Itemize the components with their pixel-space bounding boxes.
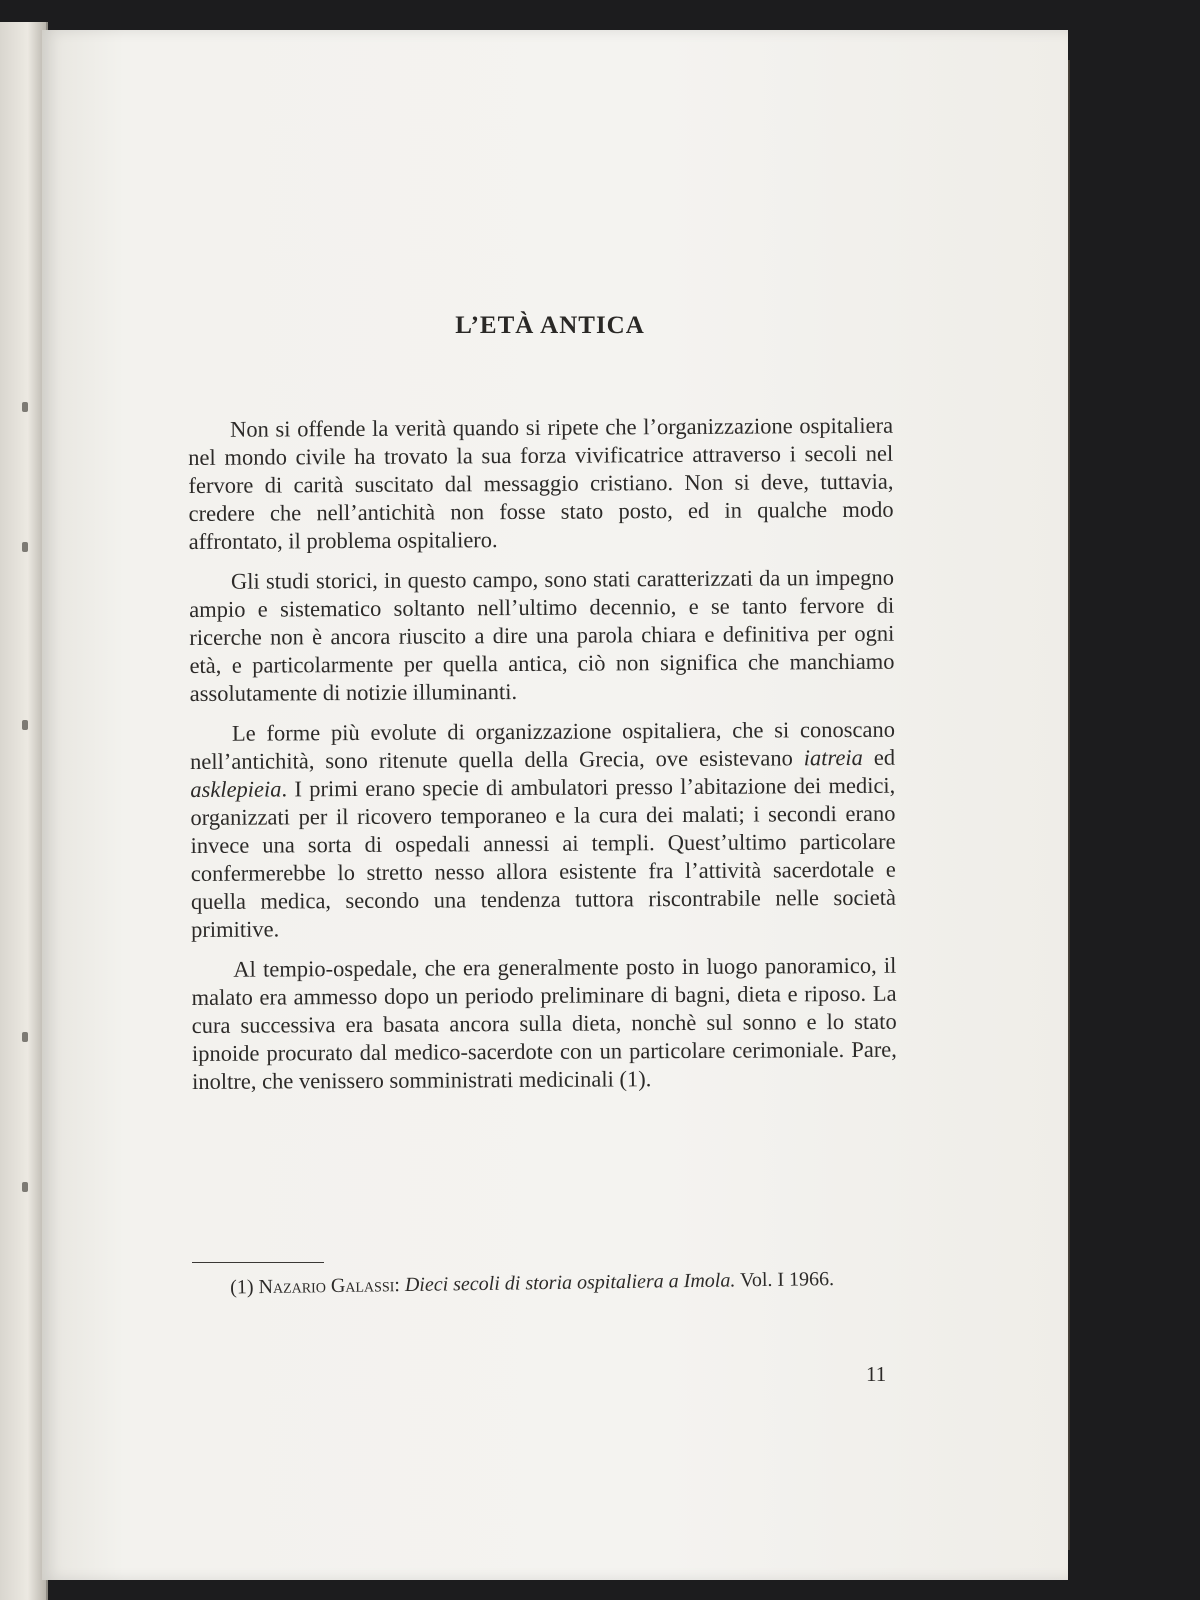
chapter-title: L’ETÀ ANTICA [455, 312, 645, 339]
footnote-divider [192, 1262, 324, 1263]
footnote-author: Nazario Galassi: [258, 1274, 401, 1299]
facing-page-edge [0, 22, 48, 1600]
binding-stitch [22, 1032, 28, 1042]
paragraph-1: Non si offende la verità quando si ripete che l’organizzazione ospitaliera nel mondo civile ha trovato la sua forza vivificatrice attraverso i secoli nel fervore di carità suscitato dal messaggio cristiano. Non si deve, tuttavia, credere che nell’antichità non fosse stato posto, ed in qualche modo affrontato, il problema ospitaliero. [188, 412, 894, 554]
paragraph-2: Gli studi storici, in questo campo, sono stati caratterizzati da un impegno ampio e sistematico soltanto nell’ultimo decennio, e se tanto fervore di ricerche non è ancora riuscito a dire una parola chiara e definitiva per ogni età, e particolarmente per quella antica, ciò non significa che manchiamo assolutamente di notizie illuminanti. [189, 564, 895, 706]
footnote-details: Vol. I 1966. [739, 1268, 835, 1292]
binding-stitch [22, 720, 28, 730]
paragraph-4: Al tempio-ospedale, che era generalmente posto in luogo panoramico, il malato era ammesso dopo un periodo preliminare di bagni, dieta e riposo. La cura successiva era basata ancora sulla dieta, nonchè sul sonno e lo stato ipnoide procurato dal medico-sacerdote con un particolare cerimoniale. Pare, inoltre, che venissero somministrati medicinali (1). [191, 952, 897, 1094]
paragraph-3 [190, 716, 896, 944]
paragraph-3-text-b: ed [862, 744, 896, 770]
paragraph-3-text-a: Le forme più evolute di organizzazione ospitaliera, che si conoscano nell’antichità, sono ritenute quella della Grecia, ove esistevano [190, 716, 896, 774]
paragraph-3-text-c: . I primi erano specie di ambulatori presso l’abitazione dei medici, organizzati per il ricovero temporaneo e la cura dei malati; i secondi erano invece una sorta di ospedali annessi ai templi. Quest’ultimo particolare confermerebbe lo stretto nesso allora esistente fra l’attività sacerdotale e quella medica, secondo una tendenza tuttora riscontrabile nelle società primitive. [190, 772, 897, 942]
term-asklepieia: asklepieia [190, 776, 282, 802]
term-iatreia: iatreia [803, 744, 863, 771]
binding-stitch [22, 542, 28, 552]
binding-stitch [22, 1182, 28, 1192]
chapter-body [188, 412, 897, 1108]
page-number: 11 [866, 1362, 887, 1386]
binding-stitch [22, 402, 28, 412]
footnote-number: (1) [230, 1276, 254, 1299]
footnote-work-title: Dieci secoli di storia ospitaliera a Imola. [404, 1269, 736, 1297]
